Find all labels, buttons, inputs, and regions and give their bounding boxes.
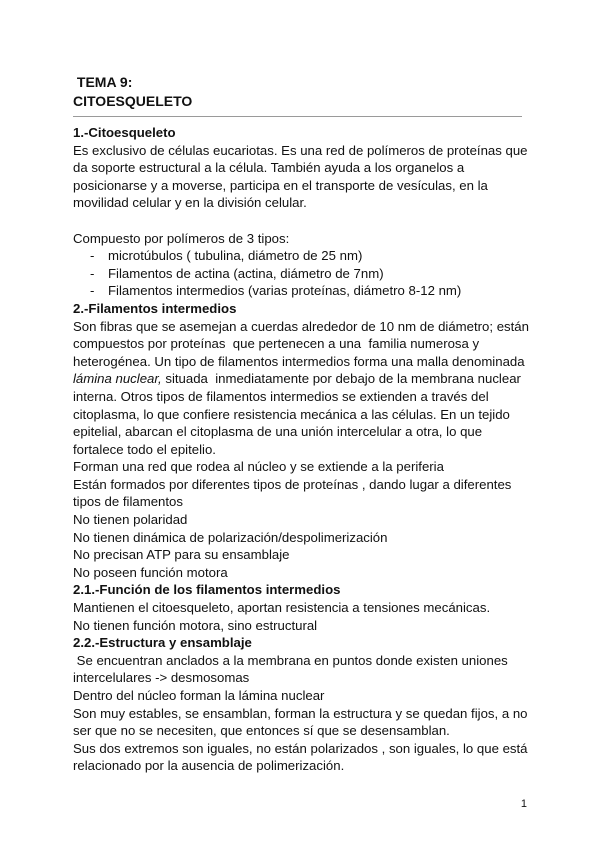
paragraph-line: posicionarse y a moverse, participa en el transporte de vesículas, en la [73,177,488,193]
lamina-rest: situada inmediatamente por debajo de la membrana nuclear [161,371,521,387]
paragraph-line: Se encuentran anclados a la membrana en puntos donde existen uniones [73,652,508,668]
paragraph-line: Son muy estables, se ensamblan, forman la estructura y se quedan fijos, a no [73,705,528,721]
title-divider [73,116,522,117]
paragraph-line: No precisan ATP para su ensamblaje [73,547,290,563]
paragraph-line: No tienen función motora, sino estructural [73,617,318,633]
paragraph-line: movilidad celular y en la división celular. [73,195,307,211]
paragraph-line: Es exclusivo de células eucariotas. Es una red de polímeros de proteínas que [73,142,528,158]
paragraph-line: tipos de filamentos [73,494,183,510]
paragraph-line: Dentro del núcleo forman la lámina nuclear [73,688,325,703]
paragraph-line: No tienen polaridad [73,512,188,528]
paragraph-line: fortalece todo el epitelio. [73,441,216,457]
paragraph-line: epitelial, abarcan el citoplasma de una unión intercelular a otra, lo que [73,424,483,440]
paragraph-line: compuestos por proteínas que pertenecen a una familia numerosa y [73,336,480,352]
paragraph-line: No poseen función motora [73,564,228,580]
list-item: - Filamentos de actina (actina, diámetro de 7nm) [73,265,533,283]
paragraph-line: No tienen dinámica de polarización/despolimerización [73,529,388,545]
title-line-1: TEMA 9: [73,74,133,90]
section-2-heading: 2.-Filamentos intermedios [73,300,237,316]
section-2-2-heading: 2.2.-Estructura y ensamblaje [73,635,252,651]
section-2-1-heading: 2.1.-Función de los filamentos intermedios [73,582,341,598]
paragraph-line: Están formados por diferentes tipos de proteínas , dando lugar a diferentes [73,476,512,492]
polymer-types-list [73,247,533,300]
paragraph-line: relacionado por la ausencia de polimerización. [73,758,345,774]
paragraph-line: Son fibras que se asemejan a cuerdas alrededor de 10 nm de diámetro; están [73,318,529,334]
document-title [73,73,192,111]
paragraph-line: citoplasma, lo que confiere resistencia mecánica a las células. En un tejido [73,406,510,422]
list-item: - microtúbulos ( tubulina, diámetro de 25 nm) [73,247,533,265]
paragraph-line: ser que no se necesiten, que entonces sí que se desensamblan. [73,723,450,739]
paragraph-line: interna. Otros tipos de filamentos intermedios se extienden a través del [73,388,489,404]
paragraph-line: Forman una red que rodea al núcleo y se extiende a la periferia [73,459,444,475]
paragraph-line: Mantienen el citoesqueleto, aportan resistencia a tensiones mecánicas. [73,600,491,616]
paragraph-line: da soporte estructural a la célula. También ayuda a los organelos a [73,160,465,176]
lamina-nuclear-term: lámina nuclear, [73,371,162,387]
paragraph-line: intercelulares -> desmosomas [73,670,250,686]
blank-line [73,212,533,230]
paragraph-line: heterogénea. Un tipo de filamentos intermedios forma una malla denominada [73,353,525,369]
section-1-heading: 1.-Citoesqueleto [73,125,176,140]
paragraph-line [73,370,533,388]
list-intro: Compuesto por polímeros de 3 tipos: [73,230,290,246]
document-body [73,124,533,775]
title-line-2: CITOESQUELETO [73,93,193,109]
page-number: 1 [520,798,527,810]
paragraph-line: Sus dos extremos son iguales, no están polarizados , son iguales, lo que está [73,740,528,756]
list-item: - Filamentos intermedios (varias proteínas, diámetro 8-12 nm) [73,282,533,300]
